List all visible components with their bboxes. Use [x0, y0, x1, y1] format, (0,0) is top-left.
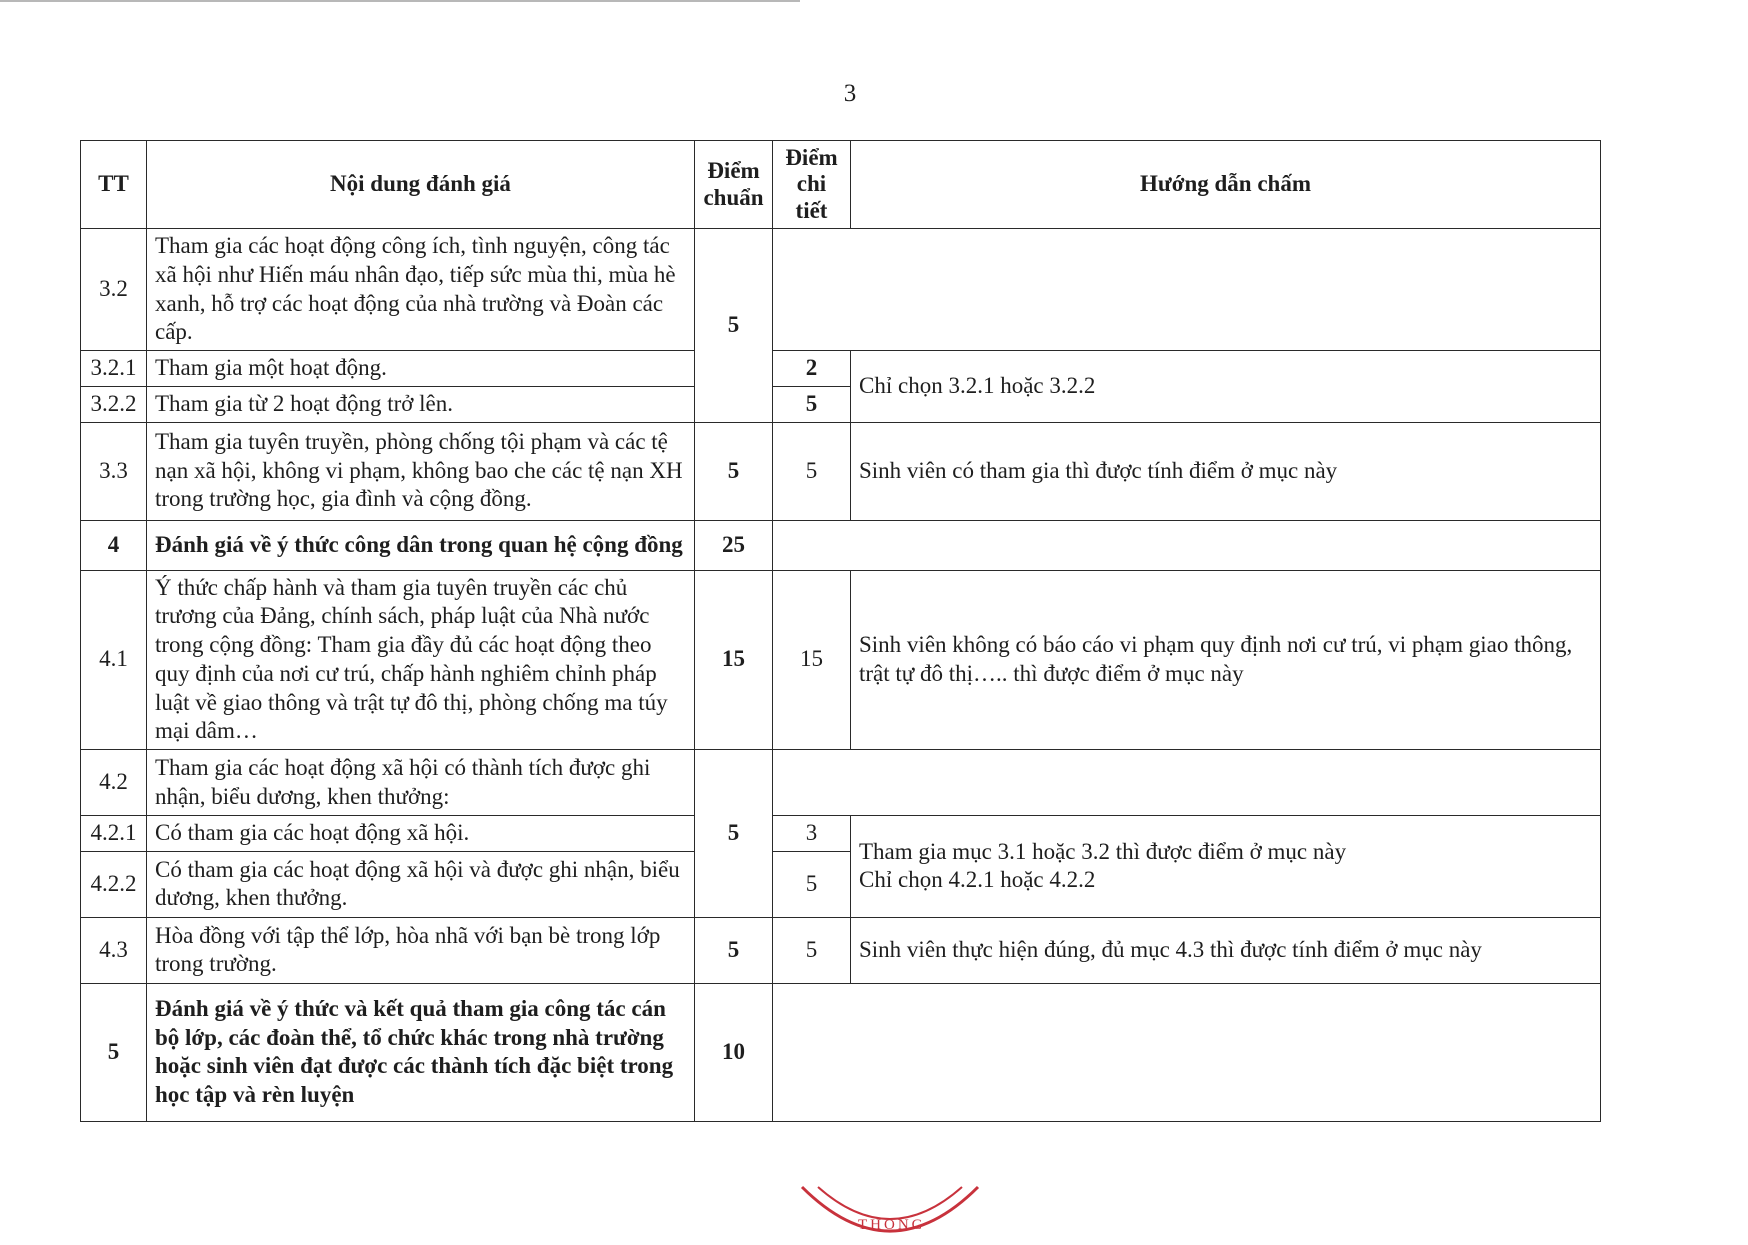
stamp-text: THONG [858, 1217, 926, 1233]
row-tt: 4.2.2 [81, 851, 147, 917]
row-detail-score: 2 [773, 351, 851, 387]
row-tt: 5 [81, 983, 147, 1121]
row-standard-score: 25 [695, 520, 773, 570]
stamp-seal [790, 1185, 990, 1245]
row-guide [851, 816, 1601, 918]
guide-line: Chỉ chọn 4.2.1 hoặc 4.2.2 [859, 867, 1096, 893]
table-row [81, 816, 1601, 852]
header-detail-score: Điểm chi tiết [773, 141, 851, 229]
row-tt: 3.2.1 [81, 351, 147, 387]
row-guide: Sinh viên thực hiện đúng, đủ mục 4.3 thì được tính điểm ở mục này [851, 917, 1601, 983]
row-content: Đánh giá về ý thức công dân trong quan hệ cộng đồng [147, 520, 695, 570]
row-guide: Sinh viên không có báo cáo vi phạm quy định nơi cư trú, vi phạm giao thông, trật tự đô thị….. thì được điểm ở mục này [851, 570, 1601, 750]
table-row [81, 351, 1601, 387]
table-row [81, 750, 1601, 816]
row-empty-cell [773, 520, 1601, 570]
row-tt: 4.2.1 [81, 816, 147, 852]
top-edge-rule [0, 0, 800, 2]
row-detail-score: 5 [773, 851, 851, 917]
row-tt: 3.3 [81, 422, 147, 520]
row-content: Tham gia tuyên truyền, phòng chống tội phạm và các tệ nạn xã hội, không vi phạm, không bao che các tệ nạn XH trong trường học, gia đình và cộng đồng. [147, 422, 695, 520]
header-tt: TT [81, 141, 147, 229]
row-content: Hòa đồng với tập thể lớp, hòa nhã với bạn bè trong lớp trong trường. [147, 917, 695, 983]
row-guide: Chỉ chọn 3.2.1 hoặc 3.2.2 [851, 351, 1601, 423]
table-row [81, 983, 1601, 1121]
table-row [81, 520, 1601, 570]
row-standard-score: 15 [695, 570, 773, 750]
row-tt: 4 [81, 520, 147, 570]
row-detail-score: 15 [773, 570, 851, 750]
row-tt: 4.1 [81, 570, 147, 750]
evaluation-table [80, 140, 1601, 1122]
row-detail-score: 5 [773, 422, 851, 520]
row-empty-cell [773, 229, 1601, 351]
row-detail-score: 3 [773, 816, 851, 852]
row-content: Có tham gia các hoạt động xã hội. [147, 816, 695, 852]
table-row [81, 422, 1601, 520]
row-content: Có tham gia các hoạt động xã hội và được ghi nhận, biểu dương, khen thưởng. [147, 851, 695, 917]
row-content: Ý thức chấp hành và tham gia tuyên truyền các chủ trương của Đảng, chính sách, pháp luật của Nhà nước trong cộng đồng: Tham gia đầy đủ các hoạt động theo quy định của nơi cư trú, chấp hành nghiêm chỉnh pháp luật về giao thông và trật tự đô thị, phòng chống ma túy mại dâm… [147, 570, 695, 750]
table-row [81, 570, 1601, 750]
row-empty-cell [773, 750, 1601, 816]
page-number: 3 [843, 80, 857, 107]
row-content: Đánh giá về ý thức và kết quả tham gia công tác cán bộ lớp, các đoàn thể, tổ chức khác trong nhà trường hoặc sinh viên đạt được các thành tích đặc biệt trong học tập và rèn luyện [147, 983, 695, 1121]
row-standard-score: 5 [695, 229, 773, 423]
row-standard-score: 5 [695, 917, 773, 983]
row-content: Tham gia một hoạt động. [147, 351, 695, 387]
row-content: Tham gia các hoạt động công ích, tình nguyện, công tác xã hội như Hiến máu nhân đạo, tiếp sức mùa thi, mùa hè xanh, hỗ trợ các hoạt động của nhà trường và Đoàn các cấp. [147, 229, 695, 351]
table-row [81, 917, 1601, 983]
row-standard-score: 10 [695, 983, 773, 1121]
row-tt: 4.2 [81, 750, 147, 816]
guide-line: Tham gia mục 3.1 hoặc 3.2 thì được điểm ở mục này [859, 838, 1347, 864]
row-tt: 4.3 [81, 917, 147, 983]
table-header-row [81, 141, 1601, 229]
header-content: Nội dung đánh giá [147, 141, 695, 229]
row-guide: Sinh viên có tham gia thì được tính điểm ở mục này [851, 422, 1601, 520]
row-tt: 3.2.2 [81, 386, 147, 422]
row-content: Tham gia các hoạt động xã hội có thành tích được ghi nhận, biểu dương, khen thưởng: [147, 750, 695, 816]
row-detail-score: 5 [773, 386, 851, 422]
row-detail-score: 5 [773, 917, 851, 983]
row-empty-cell [773, 983, 1601, 1121]
row-content: Tham gia từ 2 hoạt động trở lên. [147, 386, 695, 422]
header-guide: Hướng dẫn chấm [851, 141, 1601, 229]
row-tt: 3.2 [81, 229, 147, 351]
row-standard-score: 5 [695, 750, 773, 918]
header-standard-score: Điểm chuẩn [695, 141, 773, 229]
row-standard-score: 5 [695, 422, 773, 520]
table-row [81, 229, 1601, 351]
